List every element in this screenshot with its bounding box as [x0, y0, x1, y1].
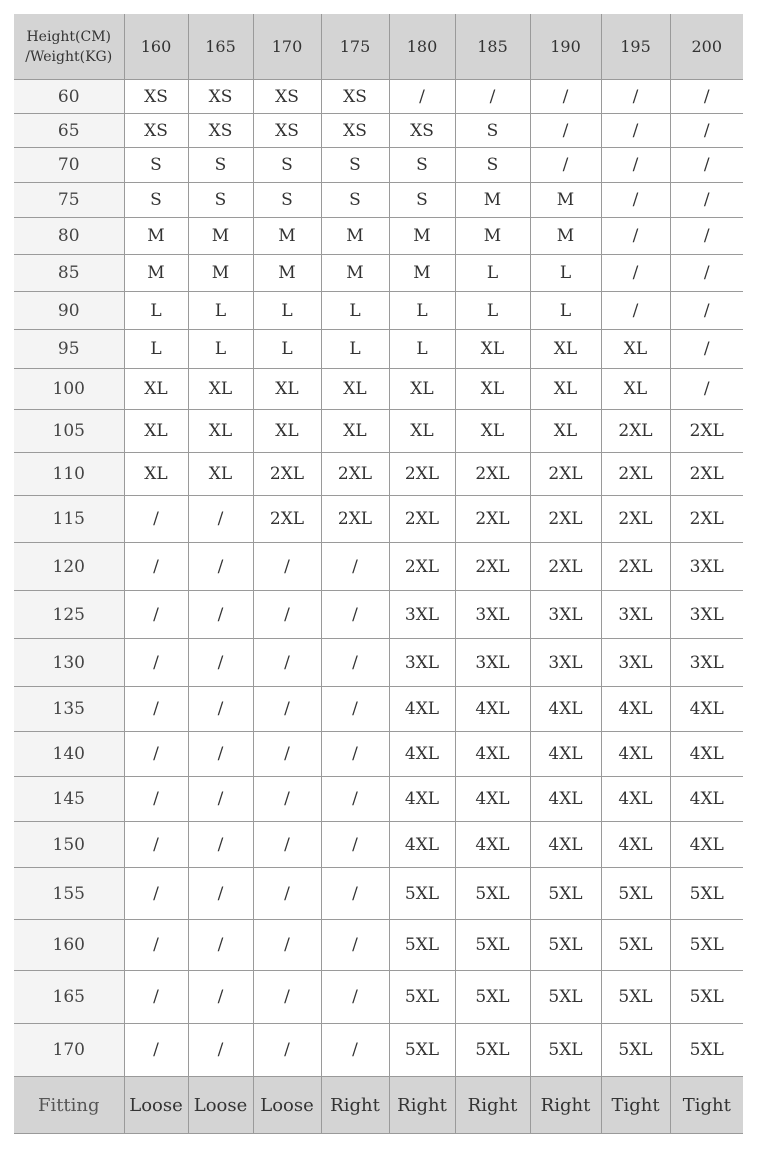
size-cell: L [253, 330, 321, 369]
size-cell: / [670, 80, 743, 114]
size-cell: / [188, 868, 253, 920]
size-cell: / [321, 687, 389, 732]
size-cell: L [389, 292, 455, 330]
size-cell: XL [530, 410, 601, 453]
size-cell: / [188, 1024, 253, 1077]
fitting-value-cell: Tight [670, 1077, 743, 1134]
size-cell: L [253, 292, 321, 330]
fitting-row [14, 1077, 743, 1134]
weight-cell: 155 [14, 868, 124, 920]
size-cell: / [670, 292, 743, 330]
size-cell: L [530, 292, 601, 330]
size-cell: M [124, 255, 188, 292]
size-cell: 2XL [321, 453, 389, 496]
size-cell: / [670, 183, 743, 218]
size-cell: / [124, 543, 188, 591]
size-cell: 4XL [389, 822, 455, 868]
size-cell: XS [188, 114, 253, 148]
size-cell: 2XL [601, 410, 670, 453]
size-cell: M [389, 255, 455, 292]
weight-cell: 130 [14, 639, 124, 687]
size-cell: 4XL [601, 777, 670, 822]
size-cell: / [124, 920, 188, 971]
weight-cell: 145 [14, 777, 124, 822]
size-cell: 5XL [455, 1024, 530, 1077]
size-cell: XS [253, 80, 321, 114]
size-cell: / [321, 639, 389, 687]
size-cell: 3XL [455, 591, 530, 639]
size-cell: / [530, 114, 601, 148]
size-cell: 2XL [455, 496, 530, 543]
size-cell: S [321, 148, 389, 183]
size-cell: / [601, 292, 670, 330]
size-cell: / [188, 591, 253, 639]
size-cell: / [321, 777, 389, 822]
size-cell: / [321, 868, 389, 920]
size-cell: S [188, 148, 253, 183]
size-cell: / [321, 971, 389, 1024]
size-cell: 2XL [253, 496, 321, 543]
fitting-label-cell: Fitting [14, 1077, 124, 1134]
size-cell: XL [253, 410, 321, 453]
size-chart-table [14, 14, 743, 1134]
size-cell: 4XL [670, 687, 743, 732]
size-cell: 4XL [530, 822, 601, 868]
size-cell: / [124, 971, 188, 1024]
size-cell: / [253, 1024, 321, 1077]
size-cell: / [321, 732, 389, 777]
height-header-cell: 190 [530, 14, 601, 80]
height-header-cell: 180 [389, 14, 455, 80]
size-cell: / [601, 183, 670, 218]
size-cell: M [455, 218, 530, 255]
size-cell: L [188, 330, 253, 369]
table-row [14, 687, 743, 732]
size-cell: S [188, 183, 253, 218]
size-cell: / [670, 148, 743, 183]
size-cell: / [601, 255, 670, 292]
size-cell: L [321, 292, 389, 330]
size-cell: 5XL [530, 971, 601, 1024]
size-cell: 5XL [601, 971, 670, 1024]
size-cell: XL [321, 410, 389, 453]
size-cell: 4XL [455, 822, 530, 868]
size-cell: 5XL [670, 971, 743, 1024]
size-cell: XS [321, 80, 389, 114]
size-cell: 3XL [601, 639, 670, 687]
size-cell: L [530, 255, 601, 292]
size-cell: / [253, 920, 321, 971]
weight-cell: 70 [14, 148, 124, 183]
size-cell: 4XL [455, 777, 530, 822]
size-cell: / [124, 822, 188, 868]
size-cell: 4XL [389, 777, 455, 822]
size-cell: 5XL [601, 920, 670, 971]
weight-cell: 125 [14, 591, 124, 639]
size-cell: 5XL [601, 868, 670, 920]
size-cell: M [321, 218, 389, 255]
height-header-cell: 170 [253, 14, 321, 80]
size-cell: / [670, 255, 743, 292]
size-cell: / [530, 80, 601, 114]
size-cell: S [253, 148, 321, 183]
size-cell: / [124, 639, 188, 687]
size-cell: XL [124, 453, 188, 496]
size-cell: XL [188, 369, 253, 410]
size-cell: 5XL [389, 868, 455, 920]
weight-cell: 100 [14, 369, 124, 410]
size-cell: / [253, 971, 321, 1024]
size-cell: 4XL [530, 732, 601, 777]
size-cell: XL [601, 369, 670, 410]
size-cell: / [253, 732, 321, 777]
size-cell: XL [124, 410, 188, 453]
size-cell: / [188, 971, 253, 1024]
size-cell: / [321, 822, 389, 868]
size-cell: / [124, 687, 188, 732]
size-cell: / [321, 1024, 389, 1077]
size-cell: 2XL [389, 453, 455, 496]
table-row [14, 543, 743, 591]
table-row [14, 255, 743, 292]
corner-header-cell [14, 14, 124, 80]
size-cell: XS [188, 80, 253, 114]
size-cell: L [321, 330, 389, 369]
size-cell: XL [455, 410, 530, 453]
table-row [14, 80, 743, 114]
size-cell: / [670, 218, 743, 255]
size-cell: / [188, 496, 253, 543]
size-cell: / [670, 369, 743, 410]
weight-cell: 80 [14, 218, 124, 255]
height-header-cell: 185 [455, 14, 530, 80]
table-row [14, 114, 743, 148]
size-cell: / [253, 639, 321, 687]
fitting-value-cell: Right [530, 1077, 601, 1134]
size-cell: 2XL [601, 496, 670, 543]
size-cell: 2XL [530, 543, 601, 591]
size-cell: XL [455, 369, 530, 410]
weight-cell: 120 [14, 543, 124, 591]
size-cell: / [601, 114, 670, 148]
size-cell: 2XL [389, 496, 455, 543]
size-cell: / [601, 148, 670, 183]
size-cell: 4XL [455, 687, 530, 732]
size-cell: XL [389, 369, 455, 410]
size-cell: / [253, 687, 321, 732]
table-body [14, 80, 743, 1134]
size-cell: 3XL [530, 639, 601, 687]
size-cell: M [530, 183, 601, 218]
header-row [14, 14, 743, 80]
size-cell: 4XL [601, 732, 670, 777]
weight-cell: 140 [14, 732, 124, 777]
size-cell: S [389, 183, 455, 218]
table-row [14, 1024, 743, 1077]
fitting-value-cell: Loose [253, 1077, 321, 1134]
size-cell: 2XL [455, 543, 530, 591]
size-cell: / [321, 543, 389, 591]
fitting-value-cell: Tight [601, 1077, 670, 1134]
size-cell: 2XL [530, 496, 601, 543]
size-cell: / [601, 80, 670, 114]
size-cell: 2XL [670, 410, 743, 453]
weight-cell: 95 [14, 330, 124, 369]
size-cell: 5XL [530, 1024, 601, 1077]
size-cell: 5XL [389, 920, 455, 971]
weight-cell: 150 [14, 822, 124, 868]
weight-cell: 60 [14, 80, 124, 114]
size-cell: L [188, 292, 253, 330]
fitting-value-cell: Loose [188, 1077, 253, 1134]
size-cell: / [188, 777, 253, 822]
height-header-cell: 200 [670, 14, 743, 80]
weight-cell: 165 [14, 971, 124, 1024]
weight-cell: 75 [14, 183, 124, 218]
size-cell: 3XL [530, 591, 601, 639]
size-cell: M [188, 255, 253, 292]
size-cell: 4XL [670, 822, 743, 868]
size-cell: 2XL [601, 543, 670, 591]
height-header-cell: 175 [321, 14, 389, 80]
table-row [14, 732, 743, 777]
size-cell: / [188, 687, 253, 732]
size-cell: M [124, 218, 188, 255]
table-row [14, 218, 743, 255]
size-cell: / [253, 868, 321, 920]
table-row [14, 639, 743, 687]
size-cell: / [124, 732, 188, 777]
table-row [14, 496, 743, 543]
weight-cell: 170 [14, 1024, 124, 1077]
size-cell: / [253, 591, 321, 639]
size-cell: M [253, 218, 321, 255]
size-cell: 5XL [389, 971, 455, 1024]
size-cell: 5XL [455, 920, 530, 971]
size-cell: 2XL [389, 543, 455, 591]
size-cell: 5XL [670, 868, 743, 920]
table-row [14, 971, 743, 1024]
size-cell: 2XL [321, 496, 389, 543]
weight-cell: 65 [14, 114, 124, 148]
size-cell: 5XL [530, 920, 601, 971]
size-cell: L [455, 255, 530, 292]
size-cell: 4XL [389, 687, 455, 732]
weight-cell: 110 [14, 453, 124, 496]
table-row [14, 822, 743, 868]
size-cell: / [124, 496, 188, 543]
size-cell: XS [253, 114, 321, 148]
size-cell: XS [124, 80, 188, 114]
size-cell: XL [188, 453, 253, 496]
size-cell: 4XL [455, 732, 530, 777]
size-cell: 2XL [670, 496, 743, 543]
size-cell: / [188, 920, 253, 971]
size-cell: 4XL [601, 687, 670, 732]
size-cell: 4XL [389, 732, 455, 777]
size-cell: / [124, 868, 188, 920]
size-cell: XL [455, 330, 530, 369]
table-row [14, 183, 743, 218]
size-cell: S [253, 183, 321, 218]
size-cell: 3XL [389, 639, 455, 687]
size-cell: S [455, 148, 530, 183]
size-cell: S [389, 148, 455, 183]
height-header-cell: 165 [188, 14, 253, 80]
size-cell: M [253, 255, 321, 292]
size-cell: XS [321, 114, 389, 148]
size-cell: 3XL [455, 639, 530, 687]
size-cell: 4XL [530, 687, 601, 732]
size-cell: 3XL [670, 591, 743, 639]
height-axis-label: Height(CM) [26, 28, 112, 45]
size-cell: / [124, 777, 188, 822]
size-cell: XL [530, 369, 601, 410]
weight-cell: 105 [14, 410, 124, 453]
size-cell: 3XL [601, 591, 670, 639]
weight-cell: 160 [14, 920, 124, 971]
size-cell: 3XL [670, 639, 743, 687]
size-cell: S [124, 183, 188, 218]
size-cell: 4XL [670, 732, 743, 777]
table-row [14, 330, 743, 369]
size-cell: XL [188, 410, 253, 453]
table-row [14, 453, 743, 496]
size-cell: / [124, 591, 188, 639]
size-cell: XL [253, 369, 321, 410]
table-row [14, 148, 743, 183]
size-cell: S [124, 148, 188, 183]
size-cell: / [670, 330, 743, 369]
size-cell: XL [321, 369, 389, 410]
size-cell: / [601, 218, 670, 255]
size-cell: / [253, 822, 321, 868]
size-cell: 4XL [670, 777, 743, 822]
size-cell: XS [389, 114, 455, 148]
table-row [14, 868, 743, 920]
table-row [14, 920, 743, 971]
size-cell: 5XL [455, 868, 530, 920]
size-cell: 5XL [670, 920, 743, 971]
size-cell: / [530, 148, 601, 183]
weight-axis-label: /Weight(KG) [25, 48, 113, 65]
size-cell: XL [530, 330, 601, 369]
weight-cell: 90 [14, 292, 124, 330]
size-cell: 3XL [389, 591, 455, 639]
fitting-value-cell: Loose [124, 1077, 188, 1134]
size-cell: 2XL [530, 453, 601, 496]
size-cell: L [124, 292, 188, 330]
size-cell: / [188, 732, 253, 777]
size-cell: S [455, 114, 530, 148]
size-cell: 4XL [530, 777, 601, 822]
size-cell: 5XL [389, 1024, 455, 1077]
size-cell: / [455, 80, 530, 114]
size-cell: 3XL [670, 543, 743, 591]
size-cell: 4XL [601, 822, 670, 868]
size-cell: / [124, 1024, 188, 1077]
size-cell: / [389, 80, 455, 114]
size-cell: / [188, 543, 253, 591]
size-cell: 2XL [670, 453, 743, 496]
size-cell: 2XL [455, 453, 530, 496]
size-cell: M [389, 218, 455, 255]
table-row [14, 410, 743, 453]
size-cell: XL [124, 369, 188, 410]
size-cell: / [321, 591, 389, 639]
size-cell: / [188, 639, 253, 687]
weight-cell: 135 [14, 687, 124, 732]
weight-cell: 85 [14, 255, 124, 292]
table-row [14, 591, 743, 639]
size-cell: 5XL [670, 1024, 743, 1077]
size-cell: M [321, 255, 389, 292]
size-cell: 2XL [601, 453, 670, 496]
size-cell: XL [601, 330, 670, 369]
table-row [14, 777, 743, 822]
height-header-cell: 160 [124, 14, 188, 80]
size-cell: 5XL [530, 868, 601, 920]
size-cell: M [455, 183, 530, 218]
table-row [14, 292, 743, 330]
size-cell: L [389, 330, 455, 369]
size-cell: M [530, 218, 601, 255]
size-cell: / [321, 920, 389, 971]
size-cell: / [670, 114, 743, 148]
size-cell: L [124, 330, 188, 369]
size-cell: S [321, 183, 389, 218]
size-cell: 2XL [253, 453, 321, 496]
size-cell: / [253, 543, 321, 591]
size-cell: XS [124, 114, 188, 148]
size-cell: 5XL [601, 1024, 670, 1077]
fitting-value-cell: Right [321, 1077, 389, 1134]
fitting-value-cell: Right [455, 1077, 530, 1134]
fitting-value-cell: Right [389, 1077, 455, 1134]
height-header-cell: 195 [601, 14, 670, 80]
size-cell: M [188, 218, 253, 255]
size-cell: XL [389, 410, 455, 453]
table-row [14, 369, 743, 410]
size-cell: / [188, 822, 253, 868]
size-cell: 5XL [455, 971, 530, 1024]
weight-cell: 115 [14, 496, 124, 543]
size-cell: L [455, 292, 530, 330]
size-cell: / [253, 777, 321, 822]
